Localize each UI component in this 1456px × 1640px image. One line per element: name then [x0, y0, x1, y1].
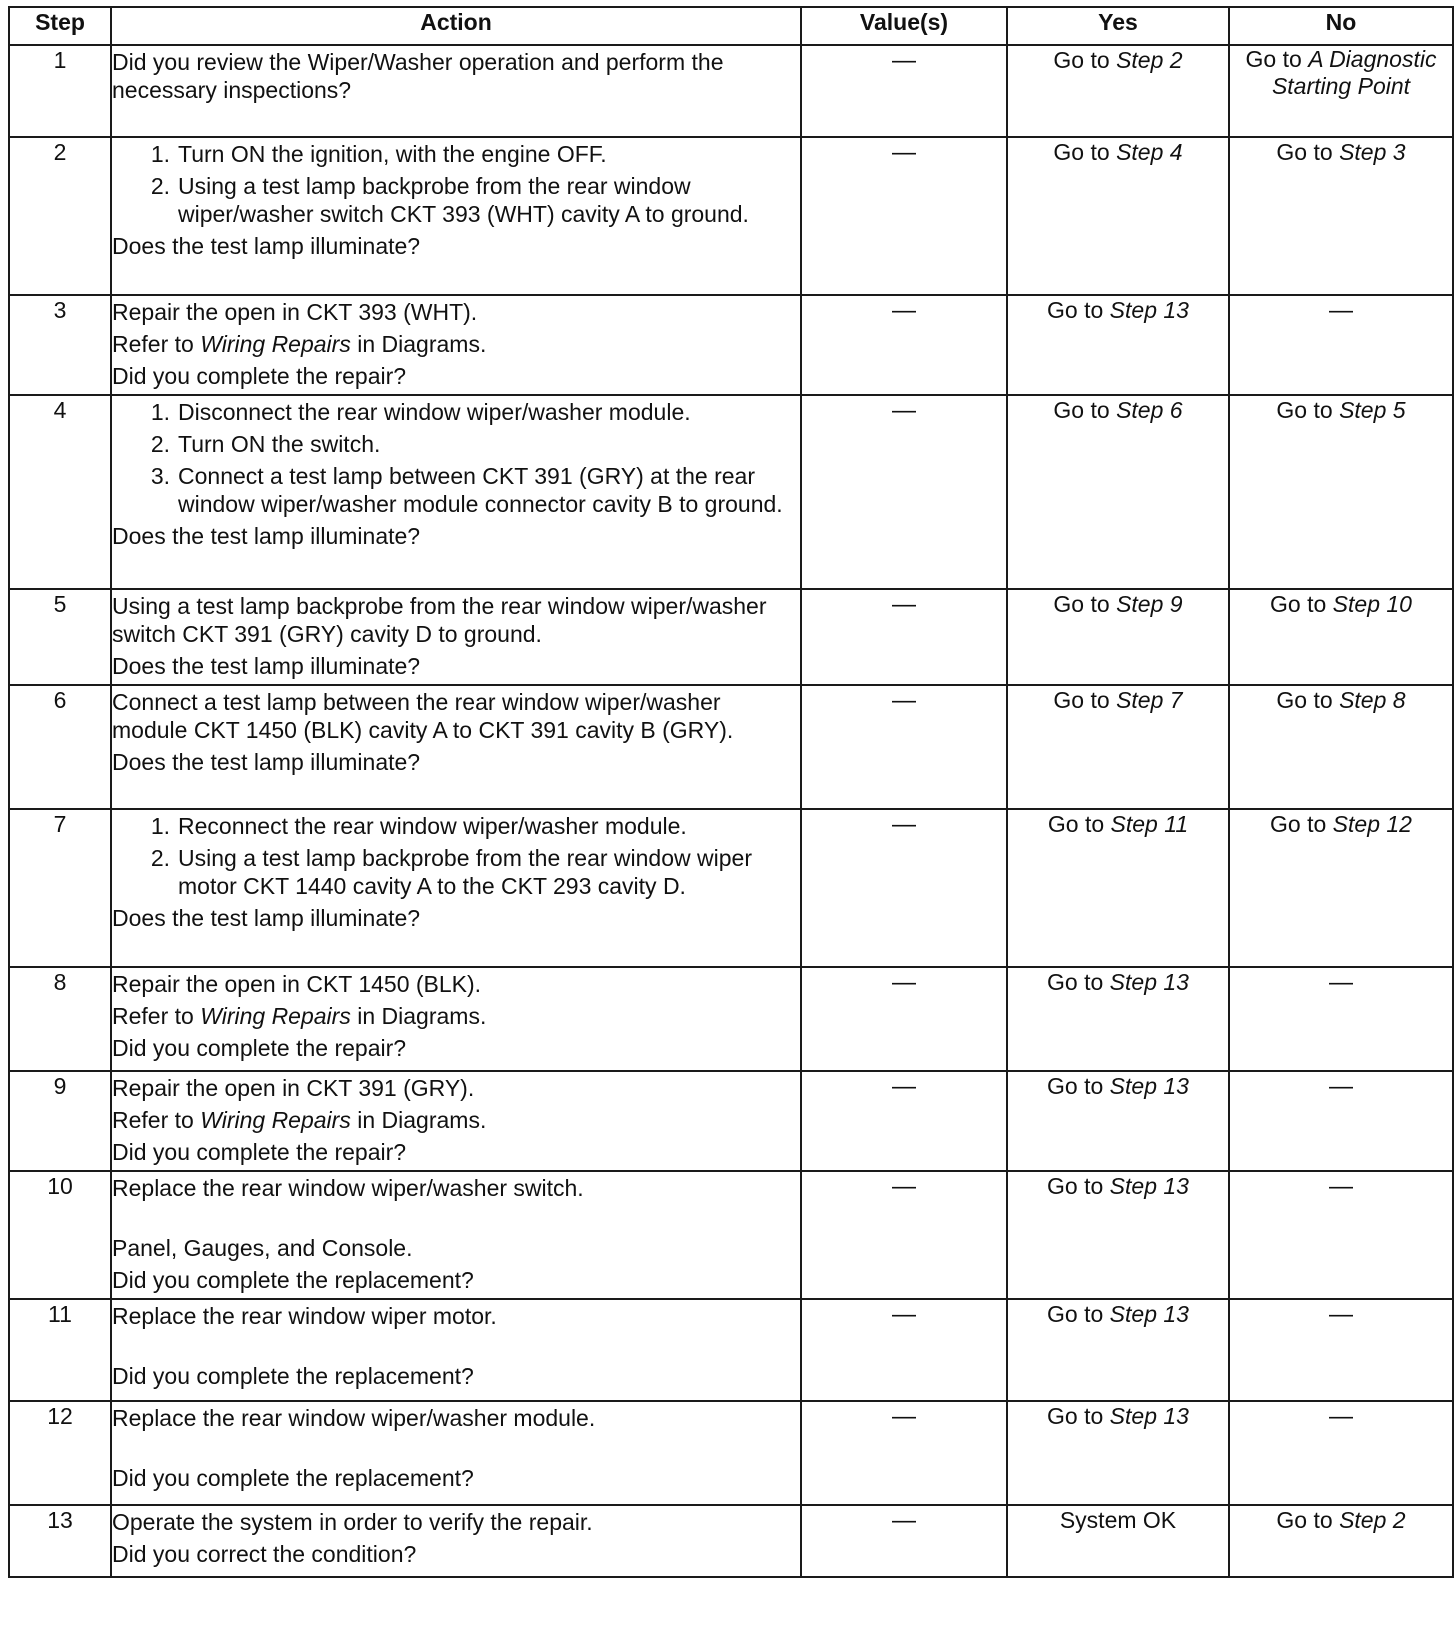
dash: —	[892, 47, 916, 74]
goto-prefix: Go to	[1047, 297, 1104, 323]
no-cell	[1229, 1401, 1453, 1505]
dash: —	[892, 591, 916, 618]
value-cell	[801, 1505, 1007, 1577]
step-link[interactable]: Step 13	[1109, 1301, 1189, 1327]
system-ok-text: System OK	[1059, 1507, 1177, 1533]
header-row	[9, 7, 1453, 45]
step-link[interactable]: Step 12	[1332, 811, 1412, 837]
table-row	[9, 395, 1453, 589]
numbered-item: 2. Using a test lamp backprobe from the rear window wiper/washer switch CKT 393 (WHT) cavity A to ground.	[112, 172, 800, 228]
no-cell	[1229, 1505, 1453, 1577]
dash: —	[892, 811, 916, 838]
table-row	[9, 1401, 1453, 1505]
step-number: 7	[9, 809, 111, 967]
no-cell	[1229, 1071, 1453, 1171]
value-cell	[801, 395, 1007, 589]
goto-prefix: Go to	[1245, 46, 1302, 72]
action-text: Panel, Gauges, and Console.	[112, 1235, 413, 1261]
diagnostic-table	[8, 6, 1454, 1578]
wiring-repairs-link[interactable]: Wiring Repairs	[200, 1003, 351, 1029]
step-number: 12	[9, 1401, 111, 1505]
wiring-repairs-link[interactable]: Wiring Repairs	[200, 1107, 351, 1133]
numbered-item: 3. Connect a test lamp between CKT 391 (GRY) at the rear window wiper/washer module connector cavity B to ground.	[112, 462, 800, 518]
dash: —	[892, 1073, 916, 1100]
table-row	[9, 45, 1453, 137]
value-cell	[801, 809, 1007, 967]
dash: —	[892, 1173, 916, 1200]
value-cell	[801, 685, 1007, 809]
refer-line	[112, 1106, 800, 1134]
diagnostic-start-link[interactable]: A Diagnostic Starting Point	[1271, 46, 1437, 99]
refer-suffix: in Diagrams.	[357, 1003, 487, 1029]
yes-cell	[1007, 589, 1229, 685]
question-text: Did you complete the replacement?	[112, 1363, 474, 1389]
question-text: Did you complete the replacement?	[112, 1465, 474, 1491]
header-action: Action	[111, 7, 801, 45]
step-number: 10	[9, 1171, 111, 1299]
goto-prefix: Go to	[1047, 1073, 1104, 1099]
refer-suffix: in Diagrams.	[357, 1107, 487, 1133]
numbered-item: 1. Disconnect the rear window wiper/washer module.	[112, 398, 800, 426]
yes-cell	[1007, 137, 1229, 295]
no-cell	[1229, 1299, 1453, 1401]
goto-prefix: Go to	[1047, 1301, 1104, 1327]
item-text: Reconnect the rear window wiper/washer module.	[178, 813, 687, 839]
numbered-item: 1. Turn ON the ignition, with the engine OFF.	[112, 140, 800, 168]
action-cell	[111, 137, 801, 295]
value-cell	[801, 1401, 1007, 1505]
dash: —	[892, 1403, 916, 1430]
item-text: Disconnect the rear window wiper/washer module.	[178, 399, 691, 425]
action-text: Operate the system in order to verify the repair.	[112, 1509, 593, 1535]
action-cell	[111, 45, 801, 137]
action-cell	[111, 589, 801, 685]
step-link[interactable]: Step 13	[1109, 297, 1189, 323]
refer-prefix: Refer to	[112, 331, 194, 357]
goto-prefix: Go to	[1276, 1507, 1333, 1533]
step-number: 4	[9, 395, 111, 589]
item-text: Connect a test lamp between CKT 391 (GRY) at the rear window wiper/washer module connector cavity B to ground.	[178, 463, 783, 517]
question-text: Did you complete the repair?	[112, 1139, 407, 1165]
no-cell	[1229, 137, 1453, 295]
yes-cell	[1007, 1299, 1229, 1401]
action-cell	[111, 967, 801, 1071]
no-cell	[1229, 809, 1453, 967]
question-text: Does the test lamp illuminate?	[112, 905, 421, 931]
header-yes: Yes	[1007, 7, 1229, 45]
no-cell	[1229, 1171, 1453, 1299]
action-text: Replace the rear window wiper motor.	[112, 1303, 497, 1329]
question-text: Did you complete the replacement?	[112, 1267, 474, 1293]
yes-cell	[1007, 685, 1229, 809]
header-values: Value(s)	[801, 7, 1007, 45]
value-cell	[801, 967, 1007, 1071]
step-link[interactable]: Step 13	[1109, 969, 1189, 995]
no-cell	[1229, 395, 1453, 589]
action-cell	[111, 1401, 801, 1505]
step-link[interactable]: Step 13	[1109, 1403, 1189, 1429]
value-cell	[801, 589, 1007, 685]
action-cell	[111, 809, 801, 967]
step-number: 1	[9, 45, 111, 137]
wiring-repairs-link[interactable]: Wiring Repairs	[200, 331, 351, 357]
action-text: Did you review the Wiper/Washer operation and perform the necessary inspections?	[112, 49, 724, 103]
step-link[interactable]: Step 8	[1339, 687, 1406, 713]
refer-line	[112, 330, 800, 358]
step-link[interactable]: Step 11	[1110, 811, 1189, 837]
action-cell	[111, 1505, 801, 1577]
question-text: Did you correct the condition?	[112, 1541, 417, 1567]
yes-cell	[1007, 1071, 1229, 1171]
no-cell	[1229, 589, 1453, 685]
step-link[interactable]: Step 13	[1109, 1173, 1189, 1199]
goto-prefix: Go to	[1276, 687, 1333, 713]
dash: —	[892, 969, 916, 996]
yes-cell	[1007, 45, 1229, 137]
action-cell	[111, 1071, 801, 1171]
step-number: 3	[9, 295, 111, 395]
dash: —	[1329, 1073, 1353, 1100]
yes-cell	[1007, 1505, 1229, 1577]
dash: —	[1329, 1173, 1353, 1200]
step-number: 6	[9, 685, 111, 809]
goto-prefix: Go to	[1047, 811, 1105, 837]
numbered-item: 1. Reconnect the rear window wiper/washer module.	[112, 812, 800, 840]
goto-prefix: Go to	[1276, 397, 1333, 423]
step-number: 9	[9, 1071, 111, 1171]
action-cell	[111, 685, 801, 809]
no-cell	[1229, 967, 1453, 1071]
question-text: Does the test lamp illuminate?	[112, 653, 421, 679]
yes-cell	[1007, 1401, 1229, 1505]
dash: —	[892, 297, 916, 324]
table-row	[9, 589, 1453, 685]
value-cell	[801, 1071, 1007, 1171]
action-cell	[111, 295, 801, 395]
dash: —	[892, 687, 916, 714]
refer-suffix: in Diagrams.	[357, 331, 487, 357]
step-number: 8	[9, 967, 111, 1071]
table-row	[9, 1071, 1453, 1171]
question-text: Did you complete the repair?	[112, 1035, 407, 1061]
question-text: Does the test lamp illuminate?	[112, 233, 421, 259]
item-text: Using a test lamp backprobe from the rear window wiper/washer switch CKT 393 (WHT) cavity A to ground.	[178, 173, 749, 227]
dash: —	[892, 1301, 916, 1328]
table-row	[9, 1299, 1453, 1401]
action-text: Connect a test lamp between the rear window wiper/washer module CKT 1450 (BLK) cavity A to CKT 391 cavity B (GRY).	[112, 689, 734, 743]
step-number: 13	[9, 1505, 111, 1577]
numbered-item: 2. Using a test lamp backprobe from the rear window wiper motor CKT 1440 cavity A to the CKT 293 cavity D.	[112, 844, 800, 900]
dash: —	[1329, 1403, 1353, 1430]
question-text: Did you complete the repair?	[112, 363, 407, 389]
step-number: 11	[9, 1299, 111, 1401]
dash: —	[1329, 969, 1353, 996]
goto-prefix: Go to	[1276, 139, 1333, 165]
goto-prefix: Go to	[1270, 811, 1327, 837]
item-text: Using a test lamp backprobe from the rear window wiper motor CKT 1440 cavity A to the CKT 293 cavity D.	[178, 845, 752, 899]
spacer	[112, 1334, 800, 1360]
refer-prefix: Refer to	[112, 1107, 194, 1133]
action-cell	[111, 1299, 801, 1401]
item-text: Turn ON the ignition, with the engine OFF.	[178, 141, 607, 167]
value-cell	[801, 295, 1007, 395]
value-cell	[801, 137, 1007, 295]
dash: —	[1329, 297, 1353, 324]
goto-prefix: Go to	[1053, 591, 1110, 617]
step-number: 5	[9, 589, 111, 685]
goto-prefix: Go to	[1047, 1403, 1104, 1429]
step-link[interactable]: Step 2	[1339, 1507, 1406, 1533]
action-text: Repair the open in CKT 391 (GRY).	[112, 1075, 475, 1101]
yes-cell	[1007, 967, 1229, 1071]
table-row	[9, 295, 1453, 395]
header-step: Step	[9, 7, 111, 45]
table-row	[9, 967, 1453, 1071]
step-link[interactable]: Step 4	[1116, 139, 1183, 165]
question-text: Does the test lamp illuminate?	[112, 749, 421, 775]
action-text: Replace the rear window wiper/washer module.	[112, 1405, 596, 1431]
goto-prefix: Go to	[1053, 139, 1110, 165]
yes-cell	[1007, 295, 1229, 395]
step-link[interactable]: Step 10	[1332, 591, 1412, 617]
numbered-item: 2. Turn ON the switch.	[112, 430, 800, 458]
value-cell	[801, 1171, 1007, 1299]
step-number: 2	[9, 137, 111, 295]
action-cell	[111, 395, 801, 589]
step-link[interactable]: Step 13	[1109, 1073, 1189, 1099]
goto-prefix: Go to	[1053, 397, 1110, 423]
goto-prefix: Go to	[1053, 687, 1110, 713]
table-row	[9, 1505, 1453, 1577]
table-row	[9, 685, 1453, 809]
step-link[interactable]: Step 2	[1116, 47, 1183, 73]
table-row	[9, 137, 1453, 295]
value-cell	[801, 45, 1007, 137]
action-text: Repair the open in CKT 1450 (BLK).	[112, 971, 482, 997]
goto-prefix: Go to	[1053, 47, 1110, 73]
goto-prefix: Go to	[1047, 1173, 1104, 1199]
action-text: Replace the rear window wiper/washer switch.	[112, 1175, 584, 1201]
step-link[interactable]: Step 9	[1116, 591, 1183, 617]
step-link[interactable]: Step 7	[1116, 687, 1183, 713]
dash: —	[892, 1507, 916, 1534]
value-cell	[801, 1299, 1007, 1401]
dash: —	[892, 397, 916, 424]
spacer	[112, 1206, 800, 1232]
dash: —	[892, 139, 916, 166]
step-link[interactable]: Step 6	[1116, 397, 1183, 423]
table-row	[9, 809, 1453, 967]
action-text: Repair the open in CKT 393 (WHT).	[112, 299, 478, 325]
step-link[interactable]: Step 3	[1339, 139, 1406, 165]
refer-line	[112, 1002, 800, 1030]
no-cell	[1229, 685, 1453, 809]
yes-cell	[1007, 395, 1229, 589]
yes-cell	[1007, 1171, 1229, 1299]
action-text: Using a test lamp backprobe from the rear window wiper/washer switch CKT 391 (GRY) cavity D to ground.	[112, 593, 767, 647]
no-cell	[1229, 295, 1453, 395]
action-cell	[111, 1171, 801, 1299]
goto-prefix: Go to	[1047, 969, 1104, 995]
no-cell	[1229, 45, 1453, 137]
item-text: Turn ON the switch.	[178, 431, 381, 457]
question-text: Does the test lamp illuminate?	[112, 523, 421, 549]
step-link[interactable]: Step 5	[1339, 397, 1406, 423]
refer-prefix: Refer to	[112, 1003, 194, 1029]
table-row	[9, 1171, 1453, 1299]
dash: —	[1329, 1301, 1353, 1328]
goto-prefix: Go to	[1270, 591, 1327, 617]
header-no: No	[1229, 7, 1453, 45]
yes-cell	[1007, 809, 1229, 967]
spacer	[112, 1436, 800, 1462]
